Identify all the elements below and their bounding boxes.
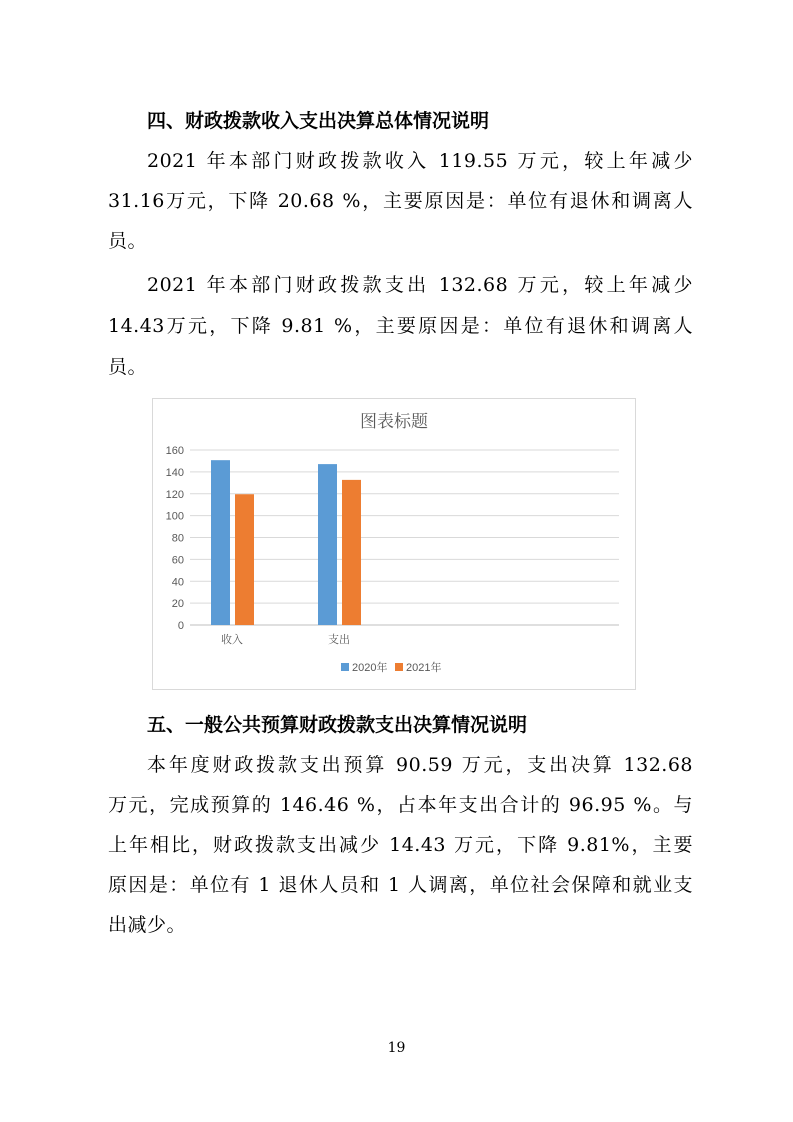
bar-2021年-支出 xyxy=(342,480,361,625)
legend-swatch xyxy=(395,663,403,671)
paragraph-line: 本年度财政拨款支出预算 90.59 万元，支出决算 132.68 xyxy=(147,754,693,776)
paragraph-line: 14.43万元，下降 9.81 %，主要原因是：单位有退休和调离人 xyxy=(108,315,693,337)
page-number: 19 xyxy=(387,1040,406,1056)
legend-label: 2020年 xyxy=(352,662,388,674)
paragraph-line: 31.16万元，下降 20.68 %，主要原因是：单位有退休和调离人 xyxy=(108,190,693,212)
y-tick-label: 20 xyxy=(171,598,184,611)
paragraph-line: 万元，完成预算的 146.46 %，占本年支出合计的 96.95 %。与 xyxy=(108,794,693,816)
paragraph-line: 员。 xyxy=(108,230,148,252)
y-tick-label: 100 xyxy=(165,510,184,523)
bar-chart xyxy=(152,398,636,690)
y-tick-label: 160 xyxy=(165,445,184,457)
x-tick-label: 支出 xyxy=(328,634,350,646)
section4-heading: 四、财政拨款收入支出决算总体情况说明 xyxy=(147,110,490,132)
bar-2021年-收入 xyxy=(235,494,254,625)
bar-2020年-支出 xyxy=(318,464,337,625)
legend-swatch xyxy=(341,663,349,671)
legend-label: 2021年 xyxy=(406,662,442,674)
paragraph-line: 2021 年本部门财政拨款收入 119.55 万元，较上年减少 xyxy=(147,150,693,172)
chart-title: 图表标题 xyxy=(360,412,428,431)
paragraph-line: 出减少。 xyxy=(108,914,187,936)
y-tick-label: 140 xyxy=(165,466,184,479)
y-tick-label: 60 xyxy=(171,554,184,567)
section5-heading: 五、一般公共预算财政拨款支出决算情况说明 xyxy=(147,714,528,736)
chart-svg xyxy=(153,399,635,689)
paragraph-line: 员。 xyxy=(108,356,148,378)
y-tick-label: 80 xyxy=(171,532,184,545)
y-tick-label: 40 xyxy=(171,576,184,589)
bar-2020年-收入 xyxy=(211,460,230,625)
y-tick-label: 0 xyxy=(177,620,184,632)
y-tick-label: 120 xyxy=(165,488,184,501)
paragraph-line: 2021 年本部门财政拨款支出 132.68 万元，较上年减少 xyxy=(147,274,693,296)
x-tick-label: 收入 xyxy=(221,634,243,646)
paragraph-line: 原因是：单位有 1 退休人员和 1 人调离，单位社会保障和就业支 xyxy=(108,874,693,896)
paragraph-line: 上年相比，财政拨款支出减少 14.43 万元，下降 9.81%，主要 xyxy=(108,834,693,856)
